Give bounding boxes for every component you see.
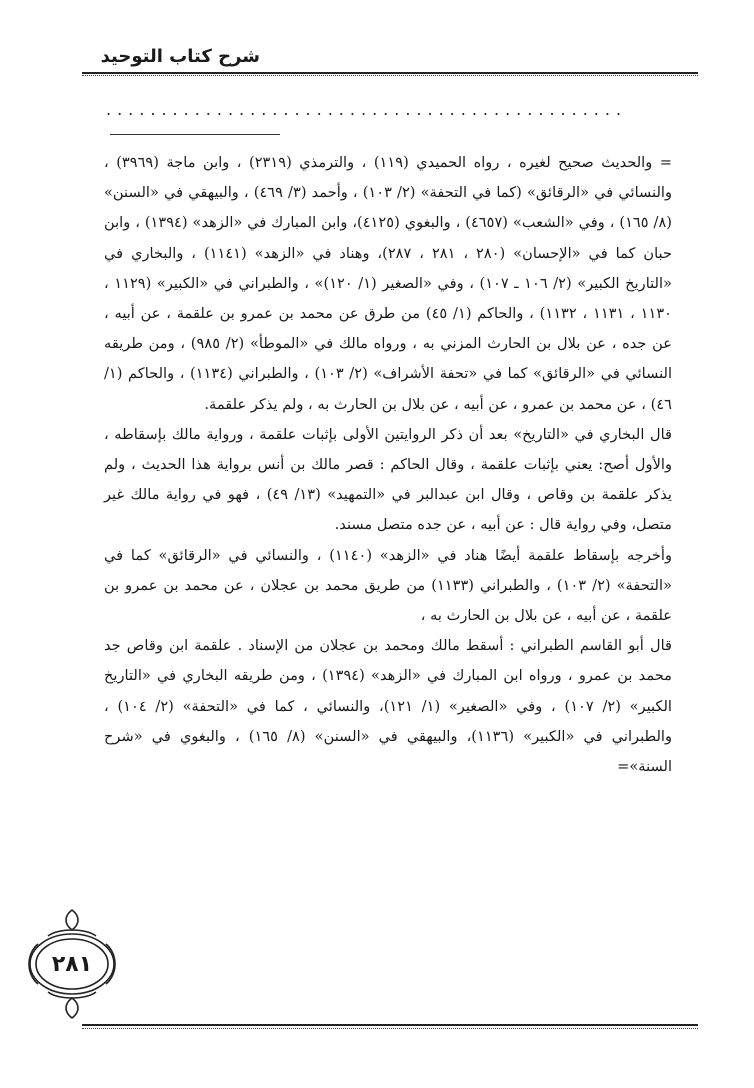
footer-dotted-rule <box>82 1028 698 1029</box>
footer-rule <box>82 1024 698 1026</box>
paragraph-4: قال أبو القاسم الطبراني : أسقط مالك ومحمد بن عجلان من الإسناد . علقمة ابن وقاص جد محمد بن عمرو ، ورواه ابن المبارك في «الزهد» (١٣٩٤) ، ومن طريقه البخاري في «التاريخ الكبير» (٢/ ١٠٧) ، وفي «الصغير» (١/ ١٢١)، والنسائي ، كما في «التحفة» (٢/ ١٠٤) ، والطبراني في «الكبير» (١١٣٦)، والبيهقي في «السنن» (٨/ ١٦٥) ، والبغوي في «شرح السنة»= <box>104 637 672 776</box>
running-header-title: شرح كتاب التوحيد <box>100 46 260 67</box>
ellipsis-dots: ............................................... <box>106 100 628 119</box>
footnote-separator <box>110 134 280 135</box>
paragraph-2: قال البخاري في «التاريخ» بعد أن ذكر الروايتين الأولى بإثبات علقمة ، ورواية مالك بإسقاطه ، والأول أصح: يعني بإثبات علقمة ، وقال الحاكم : قصر مالك بن أنس برواية هذا الحديث ، ولم يذكر علقمة بن وقاص ، وقال ابن عبدالبر في «التمهيد» (١٣/ ٤٩) ، فهو في رواية مالك غير متصل، وفي رواية قال : عن أبيه ، عن جده متصل مسند. <box>104 425 672 534</box>
page-number: ٢٨١ <box>51 952 93 977</box>
footnote-body <box>104 148 672 782</box>
header-dotted-rule <box>82 75 698 76</box>
paragraph-1: = والحديث صحيح لغيره ، رواه الحميدي (١١٩) ، والترمذي (٢٣١٩) ، وابن ماجة (٣٩٦٩) ، والنسائي في «الرقائق» (كما في التحفة» (٢/ ١٠٣) ، وأحمد (٣/ ٤٦٩) ، والبيهقي في «السنن» (٨/ ١٦٥) ، وفي «الشعب» (٤٦٥٧) ، والبغوي (٤١٢٥)، وابن المبارك في «الزهد» (١٣٩٤) ، وابن حبان كما في «الإحسان» (٢٨٠ ، ٢٨١ ، ٢٨٧)، وهناد في «الزهد» (١١٤١) ، والبخاري في «التاريخ الكبير» (٢/ ١٠٦ ـ ١٠٧) ، وفي «الصغير (١/ ١٢٠)» ، والطبراني في «الكبير» (١١٢٩ ، ١١٣٠ ، ١١٣١ ، ١١٣٢) ، والحاكم (١/ ٤٥) من طرق عن محمد بن عمرو بن علقمة ، عن أبيه ، عن جده ، عن بلال بن الحارث المزني به ، ورواه مالك في «الموطأ» (٢/ ٩٨٥) ، ومن طريقه النسائي في «الرقائق» كما في «تحفة الأشراف» (٢/ ١٠٣) ، والطبراني (١١٣٤) ، والحاكم (١/ ٤٦) ، عن محمد بن عمرو ، عن أبيه ، عن بلال بن الحارث به ، ولم يذكر علقمة. <box>104 154 673 413</box>
paragraph-3: وأخرجه بإسقاط علقمة أيضًا هناد في «الزهد» (١١٤٠) ، والنسائي في «الرقائق» كما في «التحفة» (٢/ ١٠٣) ، والطبراني (١١٣٣) من طريق محمد بن عجلان ، عن محمد بن عمرو بن علقمة ، عن أبيه ، عن بلال بن الحارث به ، <box>104 546 672 625</box>
header-rule <box>82 72 698 74</box>
